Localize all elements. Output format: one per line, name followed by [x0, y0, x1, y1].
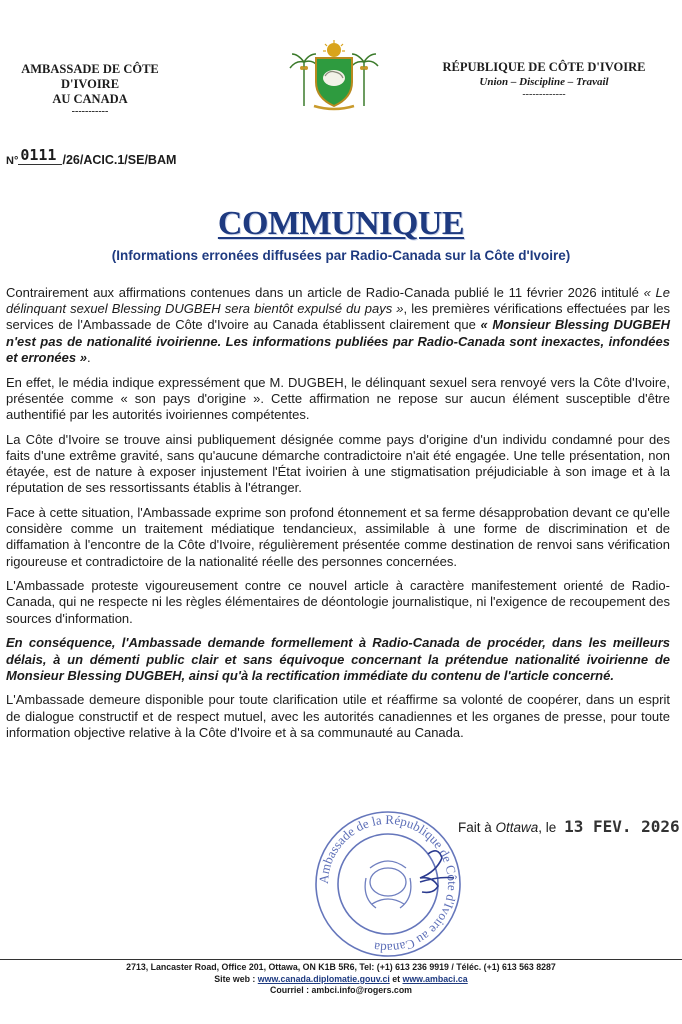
communique-body — [6, 285, 670, 750]
embassy-statement-quote: « Monsieur Blessing DUGBEH n'est pas de nationalité ivoirienne. Les informations publiées par Radio-Canada sont inexactes, infondées et erronées » — [6, 317, 670, 365]
p1-text-e: . — [86, 349, 91, 365]
document-subtitle: (Informations erronées diffusées par Radio-Canada sur la Côte d'Ivoire) — [111, 248, 571, 263]
embassy-name-line2: AU CANADA — [52, 92, 128, 106]
header-dashes-right: ------------- — [522, 89, 566, 100]
footer-address: 2713, Lancaster Road, Office 201, Ottawa, ON K1B 5R6, Tel: (+1) 613 236 9919 / Téléc. (+1) 613 563 8287 — [126, 962, 556, 972]
p1-text-a: Contrairement aux affirmations contenues dans un article de Radio-Canada publié le 11 février 2026 intitulé — [6, 285, 644, 300]
website-link-2[interactable]: www.ambaci.ca — [402, 973, 468, 984]
footer-email — [0, 985, 682, 997]
site-label: Site web : — [214, 973, 258, 984]
email-label: Courriel : — [269, 985, 312, 995]
closing-prefix: Fait à — [458, 820, 496, 835]
paragraph-7: L'Ambassade demeure disponible pour toute clarification utile et réaffirme sa volonté de coopérer, dans un esprit de dialogue constructif et de respect mutuel, avec les autorités canadiennes et les organes de presse, pour toute information objective relative à la Côte d'Ivoire et à sa communauté au Canada. — [6, 692, 670, 740]
closing-le: , le — [538, 820, 557, 835]
site-sep: et — [389, 973, 403, 984]
footer-contact — [0, 959, 682, 997]
paragraph-5: L'Ambassade proteste vigoureusement contre ce nouvel article à caractère manifestement orienté de Radio-Canada, qui ne respecte ni les règles élémentaires de déontologie journalistique, ni l'exigence de recoupement des sources d'information. — [6, 578, 670, 626]
paragraph-1 — [6, 285, 670, 366]
footer-websites — [0, 974, 682, 986]
paragraph-3: La Côte d'Ivoire se trouve ainsi publiquement désignée comme pays d'origine d'un individu condamné pour des faits d'une extrême gravité, sans qu'aucune démarche contradictoire n'ait été engagée. Une telle présentation, non étayée, est de nature à exposer injustement l'État ivoirien à une stigmatisation préjudiciable à son image et à la réputation de ses ressortissants établis à l'étranger. — [6, 431, 670, 496]
document-title: COMMUNIQUE — [217, 205, 465, 242]
header-dashes-left: ----------- — [71, 106, 109, 117]
coat-of-arms-emblem — [284, 40, 384, 112]
email-address[interactable]: ambci.info@rogers.com — [311, 985, 413, 995]
reference-number — [6, 146, 176, 167]
reference-suffix: /26/ACIC.1/SE/BAM — [62, 153, 177, 167]
article-title-quote: « Le délinquant sexuel Blessing DUGBEH sera bientôt expulsé du pays » — [6, 285, 671, 317]
website-link-1[interactable]: www.canada.diplomatie.gouv.ci — [257, 973, 390, 984]
republic-header — [418, 60, 670, 100]
republic-motto: Union – Discipline – Travail — [479, 76, 609, 88]
reference-prefix: N° — [6, 155, 19, 167]
embassy-header — [0, 62, 180, 117]
date-stamp: 13 FEV. 2026 — [564, 817, 680, 836]
embassy-name-line1: AMBASSADE DE CÔTE D'IVOIRE — [21, 62, 159, 91]
paragraph-6-demand: En conséquence, l'Ambassade demande formellement à Radio-Canada de procéder, dans les meilleurs délais, à un démenti public clair et sans équivoque concernant la prétendue nationalité ivoirienne de Monsieur Blessing DUGBEH, ainsi qu'à la rectification immédiate du contenu de l'article concerné. — [6, 635, 670, 683]
signature-date-line — [458, 817, 680, 836]
embassy-stamp-seal — [308, 808, 468, 960]
paragraph-4: Face à cette situation, l'Ambassade exprime son profond étonnement et sa ferme désapprobation devant ce qu'elle considère comme un traitement médiatique tendancieux, assimilable à une forme de discrimination et de diffamation à l'encontre de la Côte d'Ivoire, régulièrement présentée comme destination de renvoi sans vérification rigoureuse et contradictoire de la nationalité réelle des personnes concernées. — [6, 504, 670, 569]
stamp-ring-text: Ambassade de la République de Côte d'Ivoire au Canada — [315, 811, 461, 957]
closing-city: Ottawa — [495, 820, 539, 835]
reference-digits: 0111 — [18, 146, 62, 165]
p1-text-c: , les premières vérifications effectuées par les services de l'Ambassade de Côte d'Ivoire au Canada établissent clairement que — [6, 301, 670, 333]
republic-name: RÉPUBLIQUE DE CÔTE D'IVOIRE — [442, 60, 646, 74]
paragraph-2: En effet, le média indique expressément que M. DUGBEH, le délinquant sexuel sera renvoyé vers la Côte d'Ivoire, présentée comme « son pays d'origine ». Cette affirmation ne repose sur aucun élément susceptible d'être authentifié par les autorités ivoiriennes compétentes. — [6, 374, 670, 422]
